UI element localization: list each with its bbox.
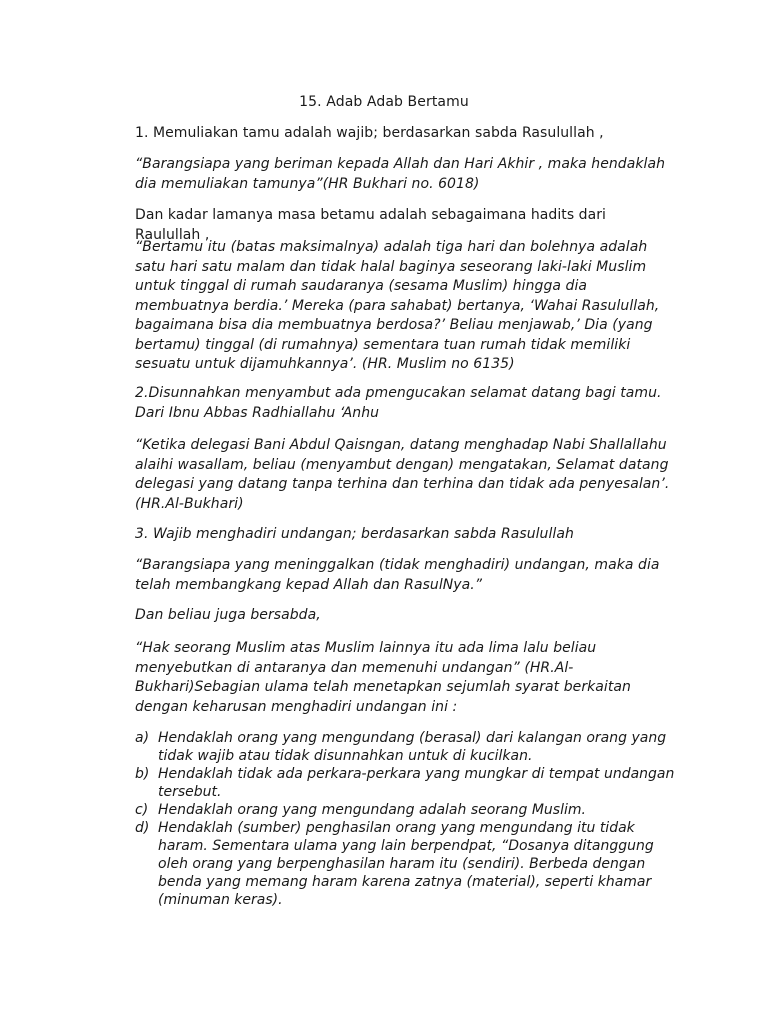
list-item-text: Hendaklah tidak ada perkara-perkara yang mungkar di tempat undangan tersebut. [158,766,675,800]
page-title: 15. Adab Adab Bertamu [299,94,469,110]
list-item [135,765,675,801]
hadith-quote-5: “Hak seorang Muslim atas Muslim lainnya itu ada lima lalu beliau menyebutkan di antaranya dan memenuhi undangan” (HR.Al-Bukhari)Sebagian ulama telah menetapkan sejumlah syarat berkaitan dengan keharusan menghadiri undangan ini : [135,640,631,715]
list-item [135,729,675,765]
list-marker: b) [135,766,150,782]
point-2-heading: 2.Disunnahkan menyambut ada pmengucakan selamat datang bagi tamu. Dari Ibnu Abbas Radhiallahu ‘Anhu [135,385,662,421]
list-item-text: Hendaklah orang yang mengundang adalah seorang Muslim. [158,802,586,818]
paragraph-also-said: Dan beliau juga bersabda, [135,607,321,623]
list-item [135,801,675,819]
list-item-text: Hendaklah orang yang mengundang (berasal) dari kalangan orang yang tidak wajib atau tidak disunnahkan untuk di kucilkan. [158,730,667,764]
paragraph-visit-duration: Dan kadar lamanya masa betamu adalah sebagaimana hadits dari Raulullah , [135,207,606,243]
list-item-text: Hendaklah (sumber) penghasilan orang yang mengundang itu tidak haram. Sementara ulama yang lain berpendpat, “Dosanya ditanggung oleh orang yang berpenghasilan haram itu (sendiri). Berbeda dengan benda yang memang haram karena zatnya (material), seperti khamar (minuman keras). [158,820,654,908]
list-marker: c) [135,802,149,818]
list-marker: a) [135,730,150,746]
hadith-quote-2: “Bertamu itu (batas maksimalnya) adalah tiga hari dan bolehnya adalah satu hari satu malam dan tidak halal baginya seseorang laki-laki Muslim untuk tinggal di rumah saudaranya (sesama Muslim) hingga dia membuatnya berdia.’ Mereka (para sahabat) bertanya, ‘Wahai Rasulullah, bagaimana bisa dia membuatnya berdosa?’ Beliau menjawab,’ Dia (yang bertamu) tinggal (di rumahnya) sementara tuan rumah tidak memiliki sesuatu untuk dijamuhkannya’. (HR. Muslim no 6135) [135,239,660,372]
hadith-quote-1: “Barangsiapa yang beriman kepada Allah dan Hari Akhir , maka hendaklah dia memuliakan tamunya”(HR Bukhari no. 6018) [135,156,666,192]
point-1-heading: 1. Memuliakan tamu adalah wajib; berdasarkan sabda Rasulullah , [135,125,604,141]
list-item [135,819,675,909]
list-marker: d) [135,820,150,836]
hadith-quote-4: “Barangsiapa yang meninggalkan (tidak menghadiri) undangan, maka dia telah membangkang kepad Allah dan RasulNya.” [135,557,660,593]
conditions-list [135,729,675,909]
point-3-heading: 3. Wajib menghadiri undangan; berdasarkan sabda Rasulullah [135,526,574,542]
hadith-quote-3: “Ketika delegasi Bani Abdul Qaisngan, datang menghadap Nabi Shallallahu alaihi wasallam, beliau (menyambut dengan) mengatakan, Selamat datang delegasi yang datang tanpa terhina dan terhina dan tidak ada penyesalan’. (HR.Al-Bukhari) [135,437,670,512]
